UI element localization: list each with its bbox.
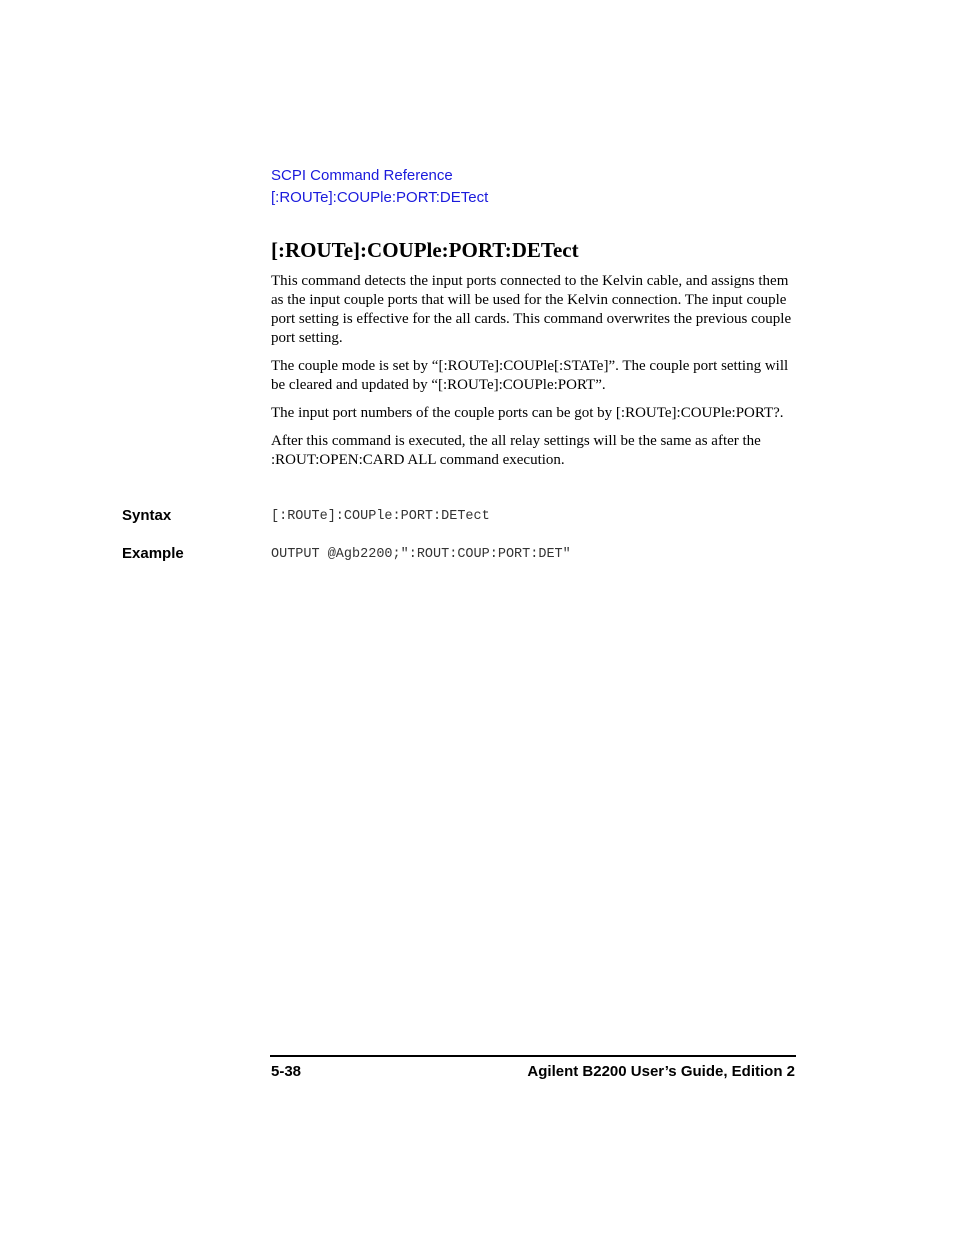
breadcrumb-link-chapter[interactable]: SCPI Command Reference bbox=[271, 167, 453, 184]
example-label: Example bbox=[122, 545, 184, 562]
section-body bbox=[271, 272, 801, 479]
guide-title: Agilent B2200 User’s Guide, Edition 2 bbox=[527, 1063, 795, 1080]
paragraph-couple-mode: The couple mode is set by “[:ROUTe]:COUPle[:STATe]”. The couple port setting will be cleared and updated by “[:ROUTe]:COUPle:PORT”. bbox=[271, 358, 789, 393]
syntax-label: Syntax bbox=[122, 507, 172, 524]
paragraph-description: This command detects the input ports connected to the Kelvin cable, and assigns them as the input couple ports that will be used for the Kelvin connection. The input couple port setting is effective for the all cards. This command overwrites the previous couple port setting. bbox=[271, 273, 792, 346]
page-number: 5-38 bbox=[271, 1063, 302, 1080]
paragraph-relay-settings: After this command is executed, the all relay settings will be the same as after the :ROUT:OPEN:CARD ALL command execution. bbox=[271, 433, 761, 468]
example-code: OUTPUT @Agb2200;":ROUT:COUP:PORT:DET" bbox=[271, 547, 571, 562]
footer-divider bbox=[270, 1055, 796, 1057]
breadcrumb-link-command[interactable]: [:ROUTe]:COUPle:PORT:DETect bbox=[271, 189, 489, 206]
section-title: [:ROUTe]:COUPle:PORT:DETect bbox=[271, 238, 579, 262]
paragraph-port-query: The input port numbers of the couple ports can be got by [:ROUTe]:COUPle:PORT?. bbox=[271, 405, 784, 421]
breadcrumb bbox=[271, 165, 488, 209]
syntax-code: [:ROUTe]:COUPle:PORT:DETect bbox=[271, 509, 490, 524]
